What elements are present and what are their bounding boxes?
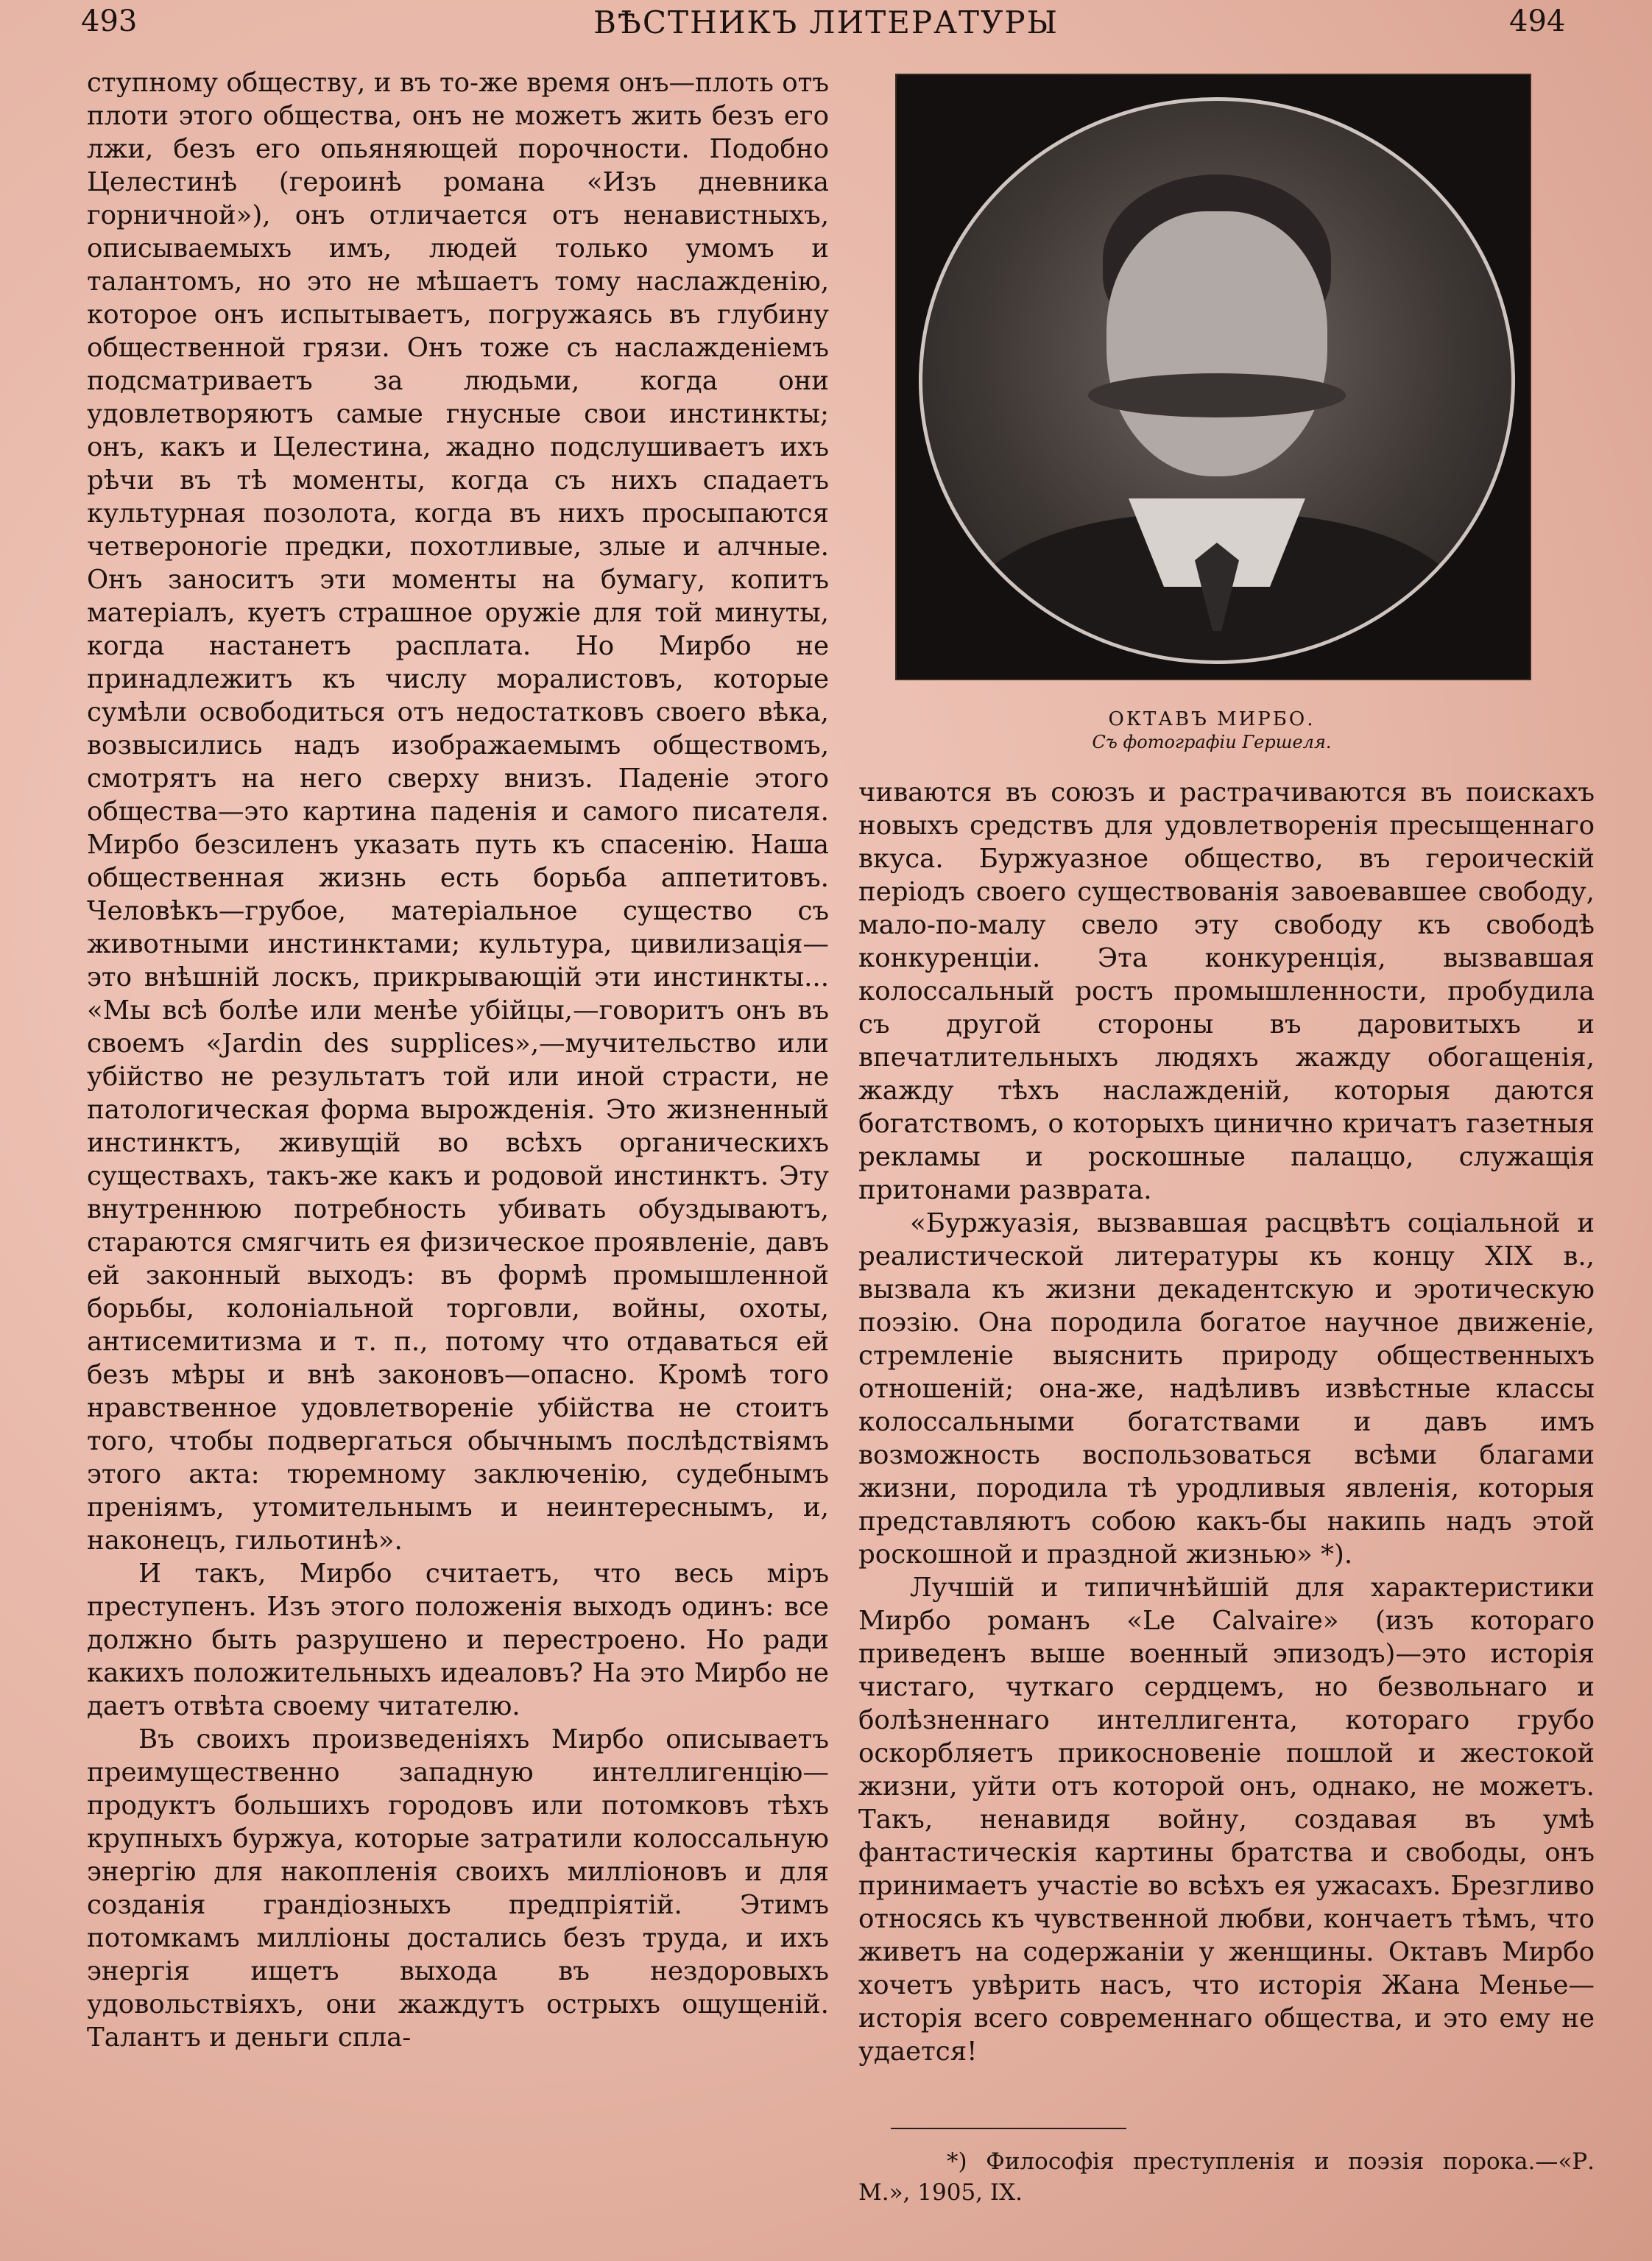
paragraph: ступному обществу, и въ то-же время онъ—плоть отъ плоти этого общества, онъ не можетъ жить безъ его лжи, безъ его опьяняющей порочности. Подобно Целестинѣ (героинѣ романа «Изъ дневника горничной»), онъ отличается отъ ненавистныхъ, описываемыхъ имъ, людей только умомъ и талантомъ, но это не мѣшаетъ тому наслажденію, которое онъ испытываетъ, погружаясь въ глубину общественной грязи. Онъ тоже съ наслажденіемъ подсматриваетъ за людьми, когда они удовлетворяютъ самые гнусные свои инстинкты; онъ, какъ и Целестина, жадно подслушиваетъ ихъ рѣчи въ тѣ моменты, когда съ нихъ спадаетъ культурная позолота, когда въ нихъ просыпаются четвероногіе предки, похотливые, злые и алчные. Онъ заноситъ эти моменты на бумагу, копитъ матеріалъ, куетъ страшное оружіе для той минуты, когда настанетъ расплата. Но Мирбо не принадлежитъ къ числу моралистовъ, которые сумѣли освободиться отъ недостатковъ своего вѣка, возвысились надъ изображаемымъ обществомъ, смотрятъ на него сверху внизъ. Паденіе этого общества—это картина паденія и самого писателя. Мирбо безсиленъ указать путь къ спасенію. Наша общественная жизнь есть борьба аппетитовъ. Человѣкъ—грубое, матеріальное существо съ животными инстинктами; культура, цивилизація—это внѣшній лоскъ, прикрывающій эти инстинкты... «Мы всѣ болѣе или менѣе убійцы,—говоритъ онъ въ своемъ «Jardin des supplices»,—мучительство или убійство не результатъ той или иной страсти, не патологическая форма вырожденія. Это жизненный инстинктъ, живущій во всѣхъ органическихъ существахъ, такъ-же какъ и родовой инстинктъ. Эту внутреннюю потребность убивать обуздываютъ, стараются смягчить ея физическое проявленіе, давъ ей законный выходъ: въ формѣ промышленной борьбы, колоніальной торговли, войны, охоты, антисемитизма и т. п., потому что отдаваться ей безъ мѣры и внѣ законовъ—опасно. Кромѣ того нравственное удовлетвореніе убійства не стоитъ того, чтобы подвергаться обычнымъ послѣдствіямъ этого акта: тюремному заключенію, судебнымъ преніямъ, утомительнымъ и неинтереснымъ, и, наконецъ, гильотинѣ». bbox=[87, 68, 829, 1556]
portrait-caption-name: ОКТАВЪ МИРБО. bbox=[1108, 708, 1316, 730]
paragraph: Въ своихъ произведеніяхъ Мирбо описываетъ преимущественно западную интеллигенцію—продуктъ большихъ городовъ или потомковъ тѣхъ крупныхъ буржуа, которые затратили колоссальную энергію для накопленія своихъ милліоновъ и для созданія грандіозныхъ предпріятій. Этимъ потомкамъ милліоны достались безъ труда, и ихъ энергія ищетъ выхода въ нездоровыхъ удовольствіяхъ, они жаждутъ острыхъ ощущеній. Талантъ и деньги спла- bbox=[87, 1724, 829, 2053]
portrait-caption-credit: Съ фотографіи Гершеля. bbox=[1092, 732, 1332, 752]
paragraph: чиваются въ союзъ и растрачиваются въ поискахъ новыхъ средствъ для удовлетворенія пресыщеннаго вкуса. Буржуазное общество, въ героическій періодъ своего существованія завоевавшее свободу, мало-по-малу свело эту свободу къ свободѣ конкуренціи. Эта конкуренція, вызвавшая колоссальный ростъ промышленности, пробудила съ другой стороны въ даровитыхъ и впечатлительныхъ людяхъ жажду обогащенія, жажду тѣхъ наслажденій, которыя даются богатствомъ, о которыхъ цинично кричатъ газетныя рекламы и роскошные палаццо, служащія притонами разврата. bbox=[858, 777, 1595, 1205]
paragraph: И такъ, Мирбо считаетъ, что весь міръ преступенъ. Изъ этого положенія выходъ одинъ: все должно быть разрушено и перестроено. Но ради какихъ положительныхъ идеаловъ? На это Мирбо не даетъ отвѣта своему читателю. bbox=[87, 1559, 829, 1721]
journal-title: ВѢСТНИКЪ ЛИТЕРАТУРЫ bbox=[593, 4, 1059, 40]
footnote-divider bbox=[891, 2128, 1126, 2129]
page-number-right: 494 bbox=[1509, 4, 1566, 38]
footnote: *) Философія преступленія и поэзія порока.—«Р. М.», 1905, IX. bbox=[858, 2148, 1595, 2206]
page-number-left: 493 bbox=[81, 4, 138, 38]
portrait-oval bbox=[919, 97, 1515, 664]
paragraph: «Буржуазія, вызвавшая расцвѣтъ соціальной и реалистической литературы къ концу XIX в., вызвала къ жизни декадентскую и эротическую поэзію. Она породила богатое научное движеніе, стремленіе выяснить природу общественныхъ отношеній; она-же, надѣливъ извѣстные классы колоссальными богатствами и давъ имъ возможность воспользоваться всѣми благами жизни, породила тѣ уродливыя явленія, которыя представляютъ собою какъ-бы накипь надъ этой роскошной и праздной жизнью» *). bbox=[858, 1208, 1595, 1570]
right-text-column bbox=[858, 776, 1595, 2145]
left-text-column bbox=[87, 66, 829, 2223]
page-header bbox=[0, 0, 1652, 46]
portrait-photo bbox=[895, 74, 1531, 680]
paragraph: Лучшій и типичнѣйшій для характеристики Мирбо романъ «Le Calvaire» (изъ котораго приведенъ выше военный эпизодъ)—это исторія чистаго, чуткаго сердцемъ, но безвольнаго и болѣзненнаго интеллигента, котораго грубо оскорбляетъ прикосновеніе пошлой и жестокой жизни, уйти отъ которой онъ, однако, не можетъ. Такъ, ненавидя войну, создавая въ умѣ фантастическія картины братства и свободы, онъ принимаетъ участіе во всѣхъ ея ужасахъ. Брезгливо относясь къ чувственной любви, кончаетъ тѣмъ, что живетъ на содержаніи у женщины. Октавъ Мирбо хочетъ увѣрить насъ, что исторія Жана Менье—исторія всего современнаго общества, и это ему не удается! bbox=[858, 1573, 1595, 2067]
